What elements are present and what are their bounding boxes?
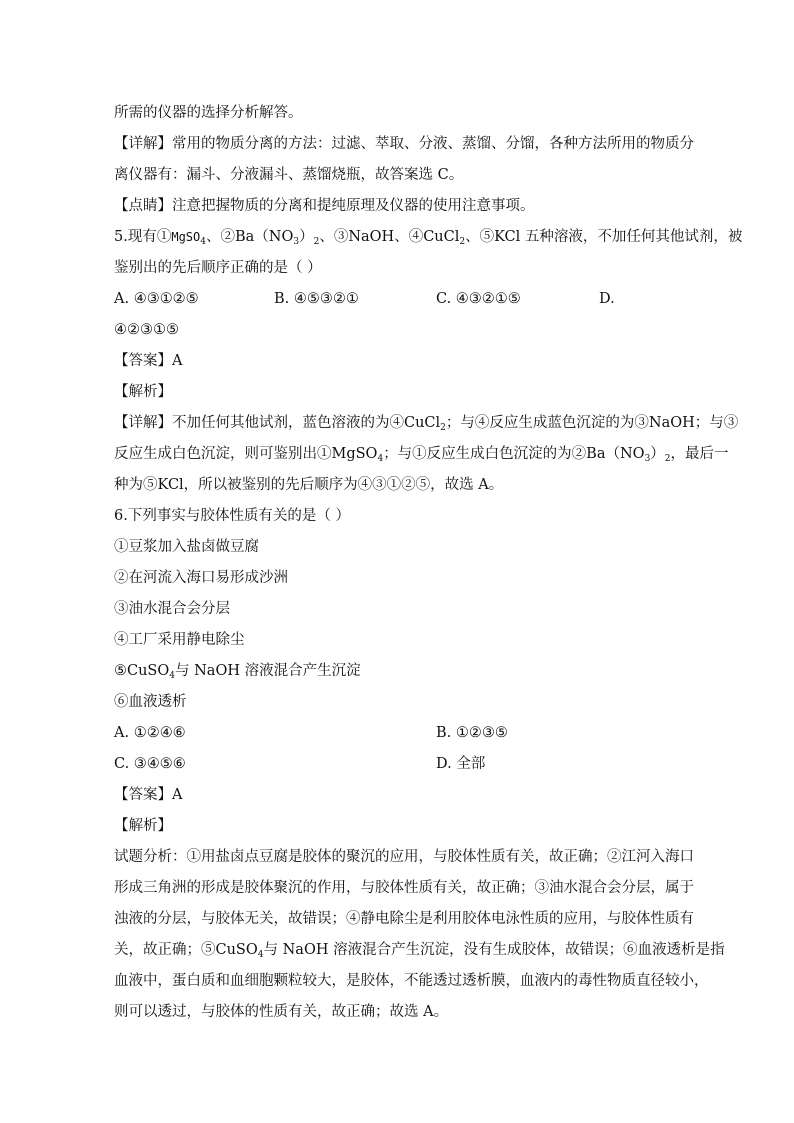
q5-answer: 【答案】A <box>114 353 183 369</box>
q6-item: ⑥血液透析 <box>114 694 187 710</box>
q6-item: ③油水混合会分层 <box>114 601 230 617</box>
q5-option-b: B. ④⑤③②① <box>274 291 359 307</box>
q6-analysis-line: 关，故正确；⑤CuSO$_4$与 NaOH 溶液混合产生沉淀，没有生成胶体，故错误；⑥血液透析是指 <box>114 942 725 960</box>
q6-analysis-line: 形成三角洲的形成是胶体聚沉的作用，与胶体性质有关，故正确；③油水混合会分层，属于 <box>114 880 694 896</box>
text-line: 所需的仪器的选择分析解答。 <box>114 105 303 121</box>
tip-line: 【点睛】注意把握物质的分离和提纯原理及仪器的使用注意事项。 <box>114 198 535 214</box>
q6-item: ①豆浆加入盐卤做豆腐 <box>114 539 259 555</box>
q6-analysis-head: 【解析】 <box>114 818 172 834</box>
q6-option-c: C. ③④⑤⑥ <box>114 756 186 772</box>
q5-stem-line2: 鉴别出的先后顺序正确的是（ ） <box>114 260 322 276</box>
q6-option-d: D. 全部 <box>436 756 486 772</box>
q6-options-row2 <box>114 752 684 776</box>
q6-analysis-line: 浊液的分层，与胶体无关，故错误；④静电除尘是利用胶体电泳性质的应用，与胶体性质有 <box>114 911 694 927</box>
q6-answer: 【答案】A <box>114 787 183 803</box>
q5-option-c: C. ④③②①⑤ <box>436 291 521 307</box>
q6-item: ②在河流入海口易形成沙洲 <box>114 570 288 586</box>
q6-stem: 6.下列事实与胶体性质有关的是（ ） <box>114 508 350 524</box>
q5-options <box>114 287 684 311</box>
q5-detail-line: 反应生成白色沉淀，则可鉴别出①MgSO$_4$；与①反应生成白色沉淀的为$②Ba(NO_3)_2$，最后一 <box>114 446 729 464</box>
q5-option-d-cont: ④②③①⑤ <box>114 322 179 338</box>
q6-option-a: A. ①②④⑥ <box>114 725 186 741</box>
q6-analysis-line: 试题分析：①用盐卤点豆腐是胶体的聚沉的应用，与胶体性质有关，故正确；②江河入海口 <box>114 849 694 865</box>
q5-detail-line: 【详解】不加任何其他试剂，蓝色溶液的为④CuCl$_2$；与④反应生成蓝色沉淀的为③NaOH；与③ <box>114 415 739 433</box>
q5-analysis-head: 【解析】 <box>114 384 172 400</box>
q6-options-row1 <box>114 721 684 745</box>
q6-analysis-line: 则可以透过，与胶体的性质有关，故正确；故选 A。 <box>114 1004 449 1020</box>
q6-option-b: B. ①②③⑤ <box>436 725 508 741</box>
q5-option-a: A. ④③①②⑤ <box>114 291 199 307</box>
q5-detail-line: 种为⑤KCl，所以被鉴别的先后顺序为④③①②⑤，故选 A。 <box>114 477 504 493</box>
q6-item: ④工厂采用静电除尘 <box>114 632 245 648</box>
q6-analysis-line: 血液中，蛋白质和血细胞颗粒较大，是胶体，不能透过透析膜，血液内的毒性物质直径较小， <box>114 973 709 989</box>
q5-stem: 5.现有①MgSO$_4$、$②Ba(NO_3)_2$、③NaOH、④CuCl$_2$、⑤KCl 五种溶液，不加任何其他试剂，被 <box>114 229 743 247</box>
detail-line: 【详解】常用的物质分离的方法：过滤、萃取、分液、蒸馏、分馏，各种方法所用的物质分 <box>114 136 694 152</box>
q6-item: ⑤CuSO$_4$与 NaOH 溶液混合产生沉淀 <box>114 663 361 681</box>
text-line: 离仪器有：漏斗、分液漏斗、蒸馏烧瓶，故答案选 C。 <box>114 167 464 183</box>
q5-option-d: D. <box>599 291 615 307</box>
